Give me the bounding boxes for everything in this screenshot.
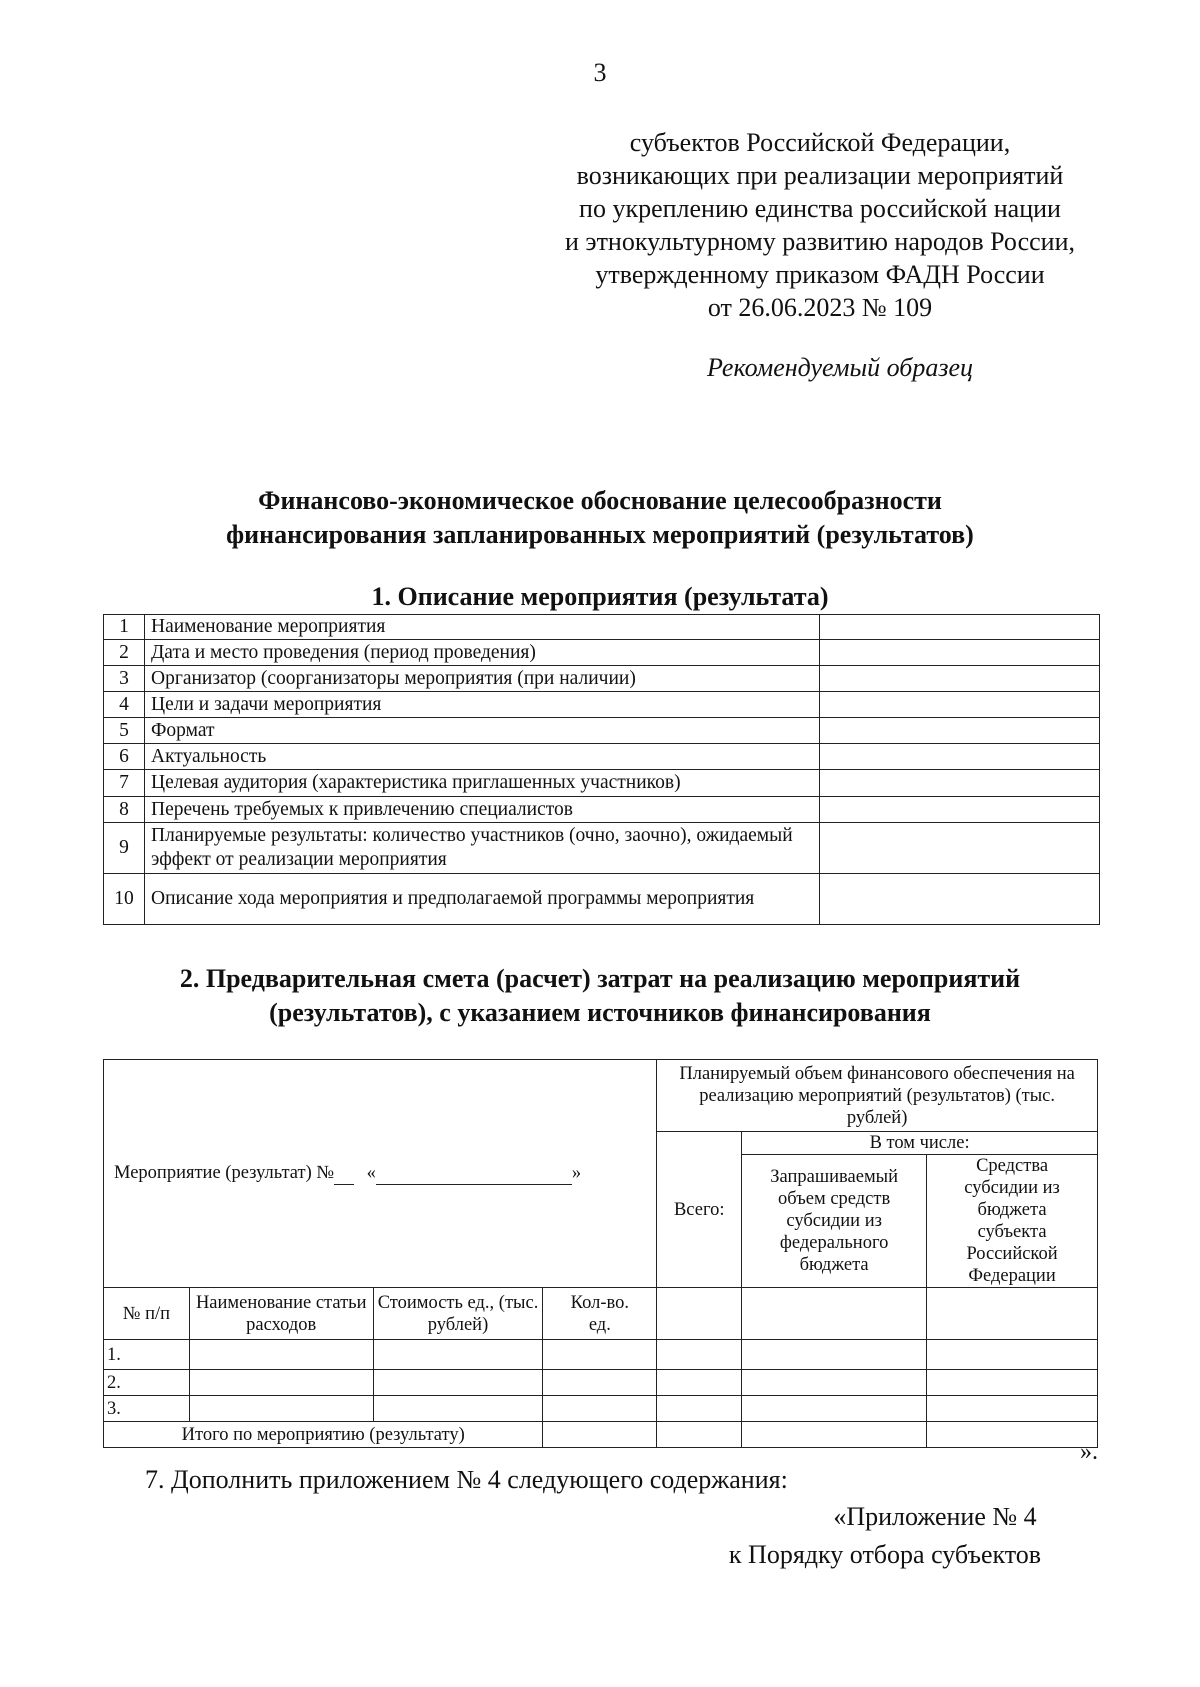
row-label: Планируемые результаты: количество участников (очно, заочно), ожидаемый эффект от реализации мероприятия	[145, 823, 820, 874]
total-quantity-cell[interactable]	[543, 1422, 657, 1448]
grand-total-cell[interactable]	[657, 1422, 742, 1448]
page-number: 3	[593, 58, 607, 87]
regional-cell[interactable]	[927, 1370, 1098, 1396]
table-row	[104, 1340, 1098, 1370]
approval-line: и этнокультурному развитию народов России,	[565, 227, 1075, 256]
including-header: В том числе:	[742, 1132, 1098, 1155]
total-cell[interactable]	[657, 1396, 742, 1422]
col-header-unit-cost: Стоимость ед., (тыс. рублей)	[373, 1288, 543, 1340]
total-row-label: Итого по мероприятию (результату)	[104, 1422, 543, 1448]
title-line: финансирования запланированных мероприятий (результатов)	[226, 520, 974, 549]
table-row	[104, 770, 1100, 797]
regional-cell[interactable]	[927, 1396, 1098, 1422]
event-label-prefix: Мероприятие (результат) №	[114, 1163, 335, 1183]
row-number: 2	[104, 640, 145, 666]
empty-cell[interactable]	[657, 1288, 742, 1340]
row-number: 1.	[104, 1340, 190, 1370]
regional-subsidy-header: Средства субсидии из бюджета субъекта Российской Федерации	[927, 1155, 1098, 1288]
event-name-blank[interactable]	[376, 1162, 572, 1185]
table-row	[104, 797, 1100, 823]
row-number: 4	[104, 692, 145, 718]
regional-total-cell[interactable]	[927, 1422, 1098, 1448]
event-description-table	[103, 614, 1100, 925]
approval-line: по укреплению единства российской нации	[579, 194, 1061, 223]
row-number: 9	[104, 823, 145, 874]
section2-title	[80, 962, 1120, 1030]
total-cell[interactable]	[657, 1340, 742, 1370]
expense-item-cell[interactable]	[189, 1340, 373, 1370]
federal-subsidy-header: Запрашиваемый объем средств субсидии из федерального бюджета	[742, 1155, 927, 1288]
title-line: (результатов), с указанием источников финансирования	[269, 998, 931, 1027]
row-value-cell[interactable]	[820, 823, 1100, 874]
federal-cell[interactable]	[742, 1370, 927, 1396]
row-number: 8	[104, 797, 145, 823]
closing-quote: ».	[1080, 1439, 1098, 1465]
row-value-cell[interactable]	[820, 874, 1100, 925]
item-7-text: 7. Дополнить приложением № 4 следующего содержания:	[145, 1465, 788, 1494]
row-label: Целевая аудитория (характеристика приглашенных участников)	[145, 770, 820, 797]
row-number: 7	[104, 770, 145, 797]
row-label: Наименование мероприятия	[145, 615, 820, 640]
row-value-cell[interactable]	[820, 770, 1100, 797]
row-value-cell[interactable]	[820, 640, 1100, 666]
table-row	[104, 615, 1100, 640]
approval-line: утвержденному приказом ФАДН России	[595, 260, 1045, 289]
row-label: Перечень требуемых к привлечению специалистов	[145, 797, 820, 823]
event-label-cell	[104, 1060, 657, 1288]
row-number: 10	[104, 874, 145, 925]
table-row	[104, 666, 1100, 692]
federal-total-cell[interactable]	[742, 1422, 927, 1448]
row-label: Дата и место проведения (период проведения)	[145, 640, 820, 666]
row-number: 2.	[104, 1370, 190, 1396]
col-header-quantity: Кол-во. ед.	[543, 1288, 657, 1340]
title-line: Финансово-экономическое обоснование целесообразности	[258, 486, 942, 515]
federal-cell[interactable]	[742, 1340, 927, 1370]
row-value-cell[interactable]	[820, 744, 1100, 770]
sample-label: Рекомендуемый образец	[706, 353, 974, 382]
total-row	[104, 1422, 1098, 1448]
row-value-cell[interactable]	[820, 797, 1100, 823]
quantity-cell[interactable]	[543, 1370, 657, 1396]
table-row	[104, 823, 1100, 874]
table-row	[104, 1396, 1098, 1422]
empty-cell[interactable]	[742, 1288, 927, 1340]
row-value-cell[interactable]	[820, 692, 1100, 718]
unit-cost-cell[interactable]	[373, 1340, 543, 1370]
row-number: 3	[104, 666, 145, 692]
row-value-cell[interactable]	[820, 615, 1100, 640]
total-header: Всего:	[657, 1132, 742, 1288]
annex-label: «Приложение № 4	[833, 1502, 1037, 1531]
unit-cost-cell[interactable]	[373, 1370, 543, 1396]
planned-volume-header: Планируемый объем финансового обеспечения на реализацию мероприятий (результатов) (тыс. рублей)	[657, 1060, 1098, 1132]
table-row	[104, 874, 1100, 925]
row-value-cell[interactable]	[820, 718, 1100, 744]
title-line: 2. Предварительная смета (расчет) затрат на реализацию мероприятий	[179, 964, 1021, 993]
open-quote: «	[366, 1163, 376, 1183]
row-number: 3.	[104, 1396, 190, 1422]
close-quote: »	[571, 1163, 582, 1183]
table-row	[104, 1370, 1098, 1396]
row-value-cell[interactable]	[820, 666, 1100, 692]
approval-line: от 26.06.2023 № 109	[707, 293, 933, 322]
row-label: Цели и задачи мероприятия	[145, 692, 820, 718]
cost-estimate-table	[103, 1059, 1098, 1448]
table-row	[104, 640, 1100, 666]
approval-line: субъектов Российской Федерации,	[629, 128, 1011, 157]
regional-cell[interactable]	[927, 1340, 1098, 1370]
expense-item-cell[interactable]	[189, 1370, 373, 1396]
row-label: Организатор (соорганизаторы мероприятия (при наличии)	[145, 666, 820, 692]
col-header-number: № п/п	[104, 1288, 190, 1340]
quantity-cell[interactable]	[543, 1396, 657, 1422]
total-cell[interactable]	[657, 1370, 742, 1396]
col-header-expense-item: Наименование статьи расходов	[189, 1288, 373, 1340]
expense-item-cell[interactable]	[189, 1396, 373, 1422]
unit-cost-cell[interactable]	[373, 1396, 543, 1422]
approval-block	[520, 126, 1120, 324]
row-label: Описание хода мероприятия и предполагаемой программы мероприятия	[145, 874, 820, 925]
quantity-cell[interactable]	[543, 1340, 657, 1370]
row-label: Формат	[145, 718, 820, 744]
document-title	[80, 484, 1120, 552]
table-row	[104, 718, 1100, 744]
event-number-blank[interactable]	[334, 1162, 354, 1185]
federal-cell[interactable]	[742, 1396, 927, 1422]
annex-reference: к Порядку отбора субъектов	[728, 1540, 1042, 1569]
table-row	[104, 744, 1100, 770]
table-row	[104, 692, 1100, 718]
empty-cell[interactable]	[927, 1288, 1098, 1340]
row-number: 1	[104, 615, 145, 640]
section1-title: 1. Описание мероприятия (результата)	[371, 582, 829, 611]
row-number: 5	[104, 718, 145, 744]
row-number: 6	[104, 744, 145, 770]
approval-line: возникающих при реализации мероприятий	[576, 161, 1064, 190]
row-label: Актуальность	[145, 744, 820, 770]
